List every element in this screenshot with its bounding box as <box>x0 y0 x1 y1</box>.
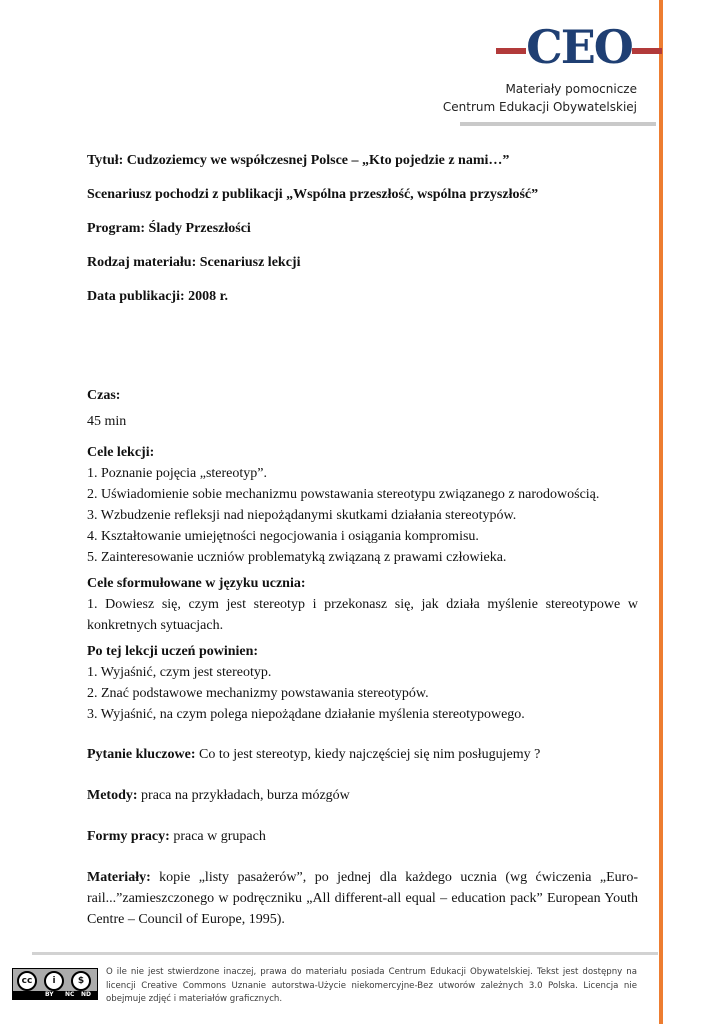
logo-text: CEO <box>526 20 632 74</box>
cc-label-nd: ND <box>81 991 92 998</box>
pytanie-text: Co to jest stereotyp, kiedy najczęściej się nim posługujemy ? <box>195 747 541 762</box>
logo-dash-right <box>632 48 662 54</box>
logo-dash-left <box>496 48 526 54</box>
list-item: 3. Wyjaśnić, na czym polega niepożądane działanie myślenia stereotypowego. <box>87 707 525 722</box>
metody-label: Metody: <box>87 788 138 803</box>
metody-text: praca na przykładach, burza mózgów <box>137 788 350 803</box>
materialy <box>87 867 638 930</box>
list-item: 2. Uświadomienie sobie mechanizmu powstawania stereotypu związanego z narodowością. <box>87 487 600 502</box>
list-item: 4. Kształtowanie umiejętności negocjowania i osiągania kompromisu. <box>87 529 479 544</box>
header-divider <box>460 122 656 126</box>
nc-dollar-icon: $ <box>71 971 91 991</box>
materialy-label: Materiały: <box>87 870 151 885</box>
doc-date: Data publikacji: 2008 r. <box>87 289 229 304</box>
document-body <box>87 150 638 930</box>
right-accent-bar <box>659 0 663 1024</box>
list-item: 5. Zainteresowanie uczniów problematyką związaną z prawami człowieka. <box>87 550 507 565</box>
cc-icon: cc <box>17 971 37 991</box>
header-caption <box>443 80 637 116</box>
po-lekcji-heading: Po tej lekcji uczeń powinien: <box>87 644 259 659</box>
list-item: 1. Wyjaśnić, czym jest stereotyp. <box>87 665 272 680</box>
license-text: O ile nie jest stwierdzone inaczej, prawa do materiału posiada Centrum Edukacji Obywatelskiej. Tekst jest dostępny na licencji Creative Commons Uznanie autorstwa-Użycie niekomercyjne-Bez utworów zależnych 3.0 Polska. Licencja nie obejmuje zdjęć i materiałów graficznych. <box>106 967 637 1004</box>
list-item: 3. Wzbudzenie refleksji nad niepożądanymi skutkami działania stereotypów. <box>87 508 517 523</box>
cc-label-strip <box>13 991 97 999</box>
header-line-2: Centrum Edukacji Obywatelskiej <box>442 100 637 114</box>
doc-type: Rodzaj materiału: Scenariusz lekcji <box>87 255 301 270</box>
ceo-logo <box>496 20 662 78</box>
list-item: 2. Znać podstawowe mechanizmy powstawania stereotypów. <box>87 686 429 701</box>
formy-text: praca w grupach <box>169 829 266 844</box>
formy-label: Formy pracy: <box>87 829 170 844</box>
czas-heading: Czas: <box>87 388 121 403</box>
cele-heading: Cele lekcji: <box>87 445 155 460</box>
doc-source: Scenariusz pochodzi z publikacji „Wspólna przeszłość, wspólna przyszłość” <box>87 187 539 202</box>
metody <box>87 785 638 806</box>
czas-value: 45 min <box>87 414 127 429</box>
doc-program: Program: Ślady Przeszłości <box>87 221 251 236</box>
materialy-text: kopie „listy pasażerów”, po jednej dla każdego ucznia (wg ćwiczenia „Euro-rail...”zamieszczonego w podręczniku „All different-all equal – education pack” European Youth Centre – Council of Europe, 1995). <box>87 870 638 927</box>
list-item: 1. Poznanie pojęcia „stereotyp”. <box>87 466 267 481</box>
pytanie-label: Pytanie kluczowe: <box>87 747 196 762</box>
by-person-icon: i <box>44 971 64 991</box>
cc-label-nc: NC <box>65 991 75 998</box>
cele-ucznia-heading: Cele sformułowane w języku ucznia: <box>87 576 306 591</box>
cc-label-by: BY <box>45 991 54 998</box>
footer-divider <box>32 952 658 955</box>
cc-license-badge <box>12 968 98 1000</box>
formy-pracy <box>87 826 638 847</box>
pytanie-kluczowe <box>87 744 638 765</box>
header-line-1: Materiały pomocnicze <box>505 82 637 96</box>
doc-title: Tytuł: Cudzoziemcy we współczesnej Polsce – „Kto pojedzie z nami…” <box>87 153 510 168</box>
cele-ucznia-text: 1. Dowiesz się, czym jest stereotyp i przekonasz się, jak działa myślenie stereotypowe w konkretnych sytuacjach. <box>87 597 638 633</box>
